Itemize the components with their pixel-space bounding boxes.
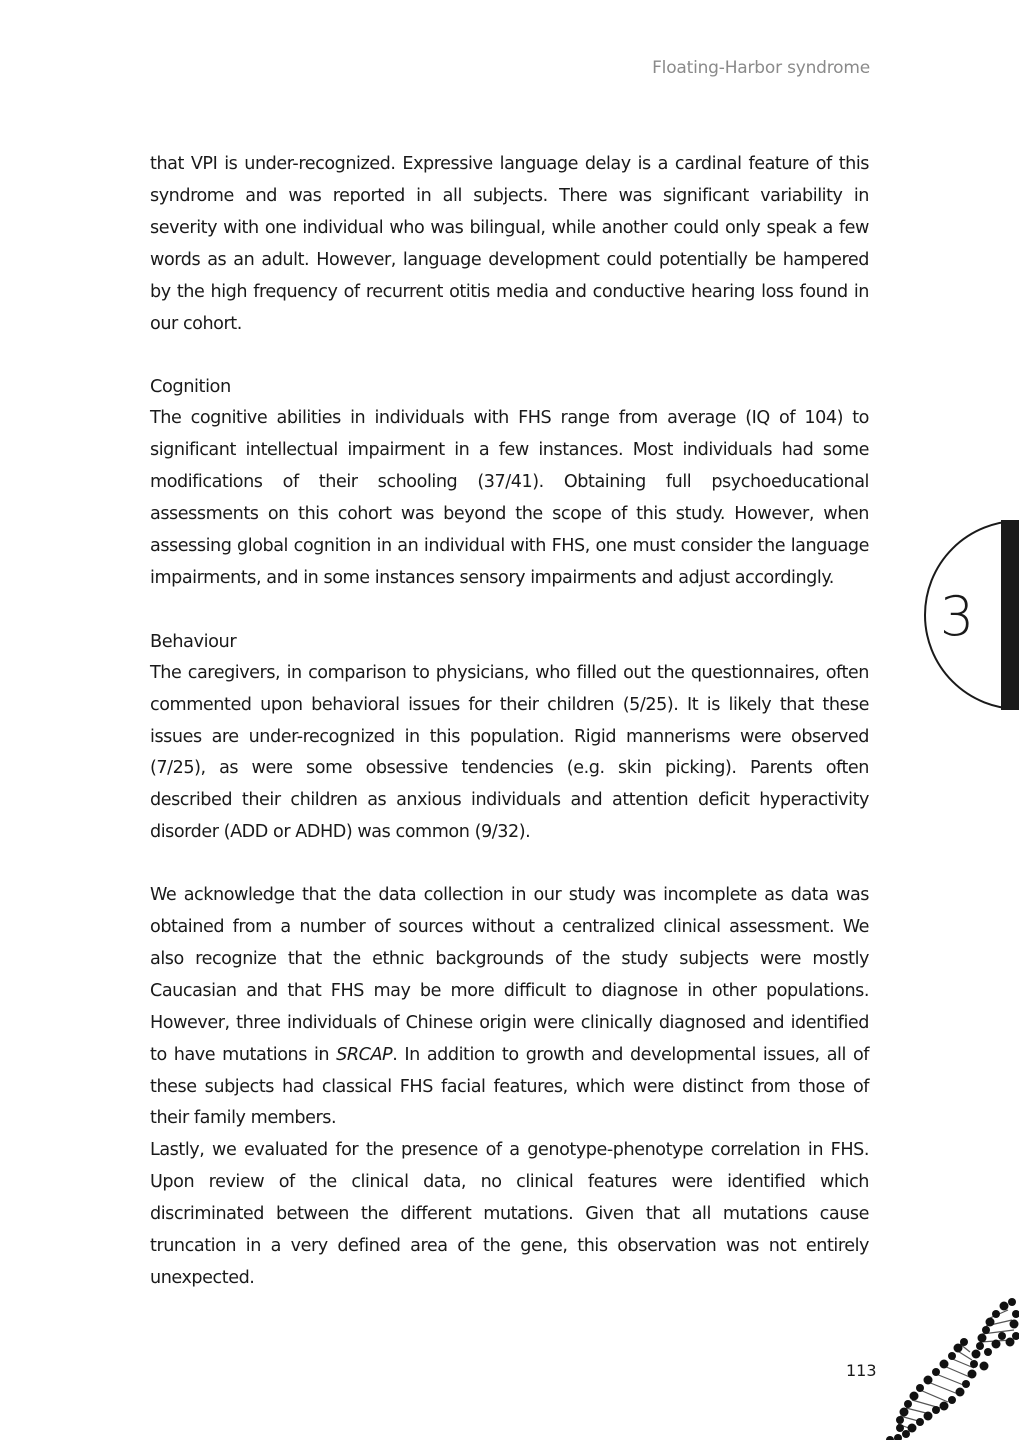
ack-text-end: . In addition to growth and developmental issues, all of these subjects had classical FHS facial features, which were distinct from those of their family members. — [150, 1044, 869, 1129]
paragraph-cognition: The cognitive abilities in individuals with FHS range from average (IQ of 104) to significant intellectual impairment in a few instances. Most individuals had some modifications of their schooling (37/41). Obtaining full psychoeducational assessments on this cohort was beyond the scope of this study. However, when assessing global cognition in an individual with FHS, one must consider the language impairments, and in some instances sensory impairments and adjust accordingly. — [150, 408, 869, 588]
paragraph-acknowledgement — [150, 880, 869, 1135]
section-heading-behaviour: Behaviour — [150, 630, 237, 652]
section-heading-cognition: Cognition — [150, 376, 231, 398]
paragraph-genotype: Lastly, we evaluated for the presence of a genotype-phenotype correlation in FHS. Upon review of the clinical data, no clinical features were identified which discriminated between the different mutations. Given that all mutations cause truncation in a very defined area of the gene, this observation was not entirely unexpected. — [150, 1140, 869, 1288]
body-text — [150, 149, 869, 1295]
chapter-tab-bar — [1001, 520, 1019, 710]
gene-name: SRCAP — [336, 1044, 393, 1065]
page-number: 113 — [846, 1361, 877, 1380]
dna-helix-icon — [840, 1290, 1019, 1440]
ack-text-start: We acknowledge that the data collection in our study was incomplete as data was obtained from a number of sources without a centralized clinical assessment. We also recognize that the ethnic backgrounds of the study subjects were mostly Caucasian and that FHS may be more difficult to diagnose in other populations. However, three individuals of Chinese origin were clinically diagnosed and identified to have mutations in — [150, 885, 869, 1065]
chapter-number: 3 — [939, 585, 975, 648]
paragraph-behaviour: The caregivers, in comparison to physicians, who filled out the questionnaires, often commented upon behavioral issues for their children (5/25). It is likely that these issues are under-recognized in this population. Rigid mannerisms were observed (7/25), as were some obsessive tendencies (e.g. skin picking). Parents often described their children as anxious individuals and attention deficit hyperactivity disorder (ADD or ADHD) was common (9/32). — [150, 662, 869, 843]
running-head: Floating-Harbor syndrome — [652, 58, 870, 78]
paragraph-intro: that VPI is under-recognized. Expressive language delay is a cardinal feature of this syndrome and was reported in all subjects. There was significant variability in severity with one individual who was bilingual, while another could only speak a few words as an adult. However, language development could potentially be hampered by the high frequency of recurrent otitis media and conductive hearing loss found in our cohort. — [150, 154, 869, 334]
